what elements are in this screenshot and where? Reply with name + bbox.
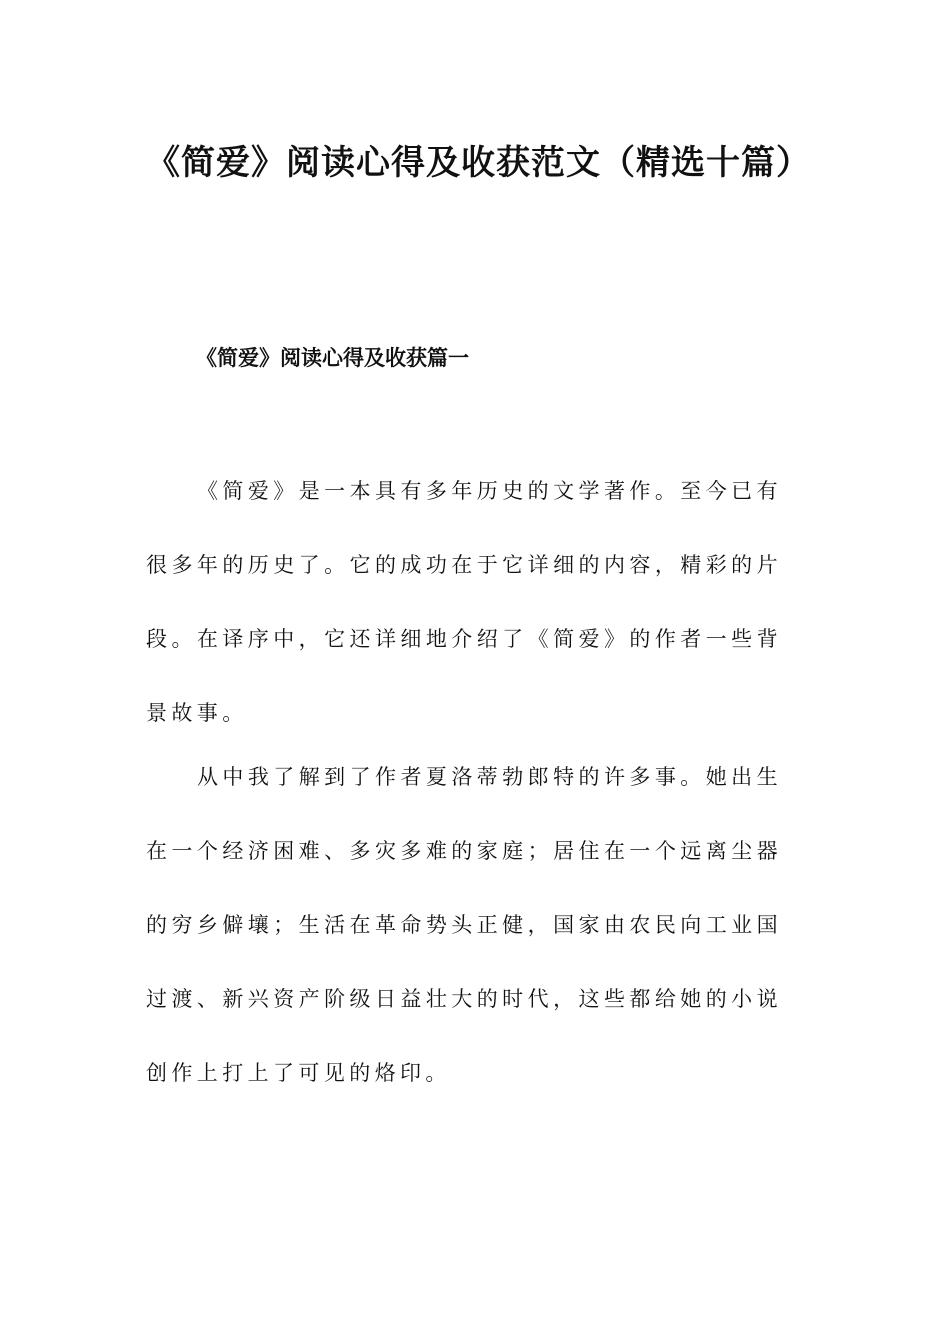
document-title: 《简爱》阅读心得及收获范文（精选十篇） (146, 143, 811, 183)
body-paragraph: 从中我了解到了作者夏洛蒂勃郎特的许多事。她出生在一个经济困难、多灾多难的家庭；居住在一个远离尘器的穷乡僻壤；生活在革命势头正健，国家由农民向工业国过渡、新兴资产阶级日益壮大的时代，这些都给她的小说创作上打上了可见的烙印。 (146, 765, 782, 1085)
section-heading: 《简爱》阅读心得及收获篇一 (196, 346, 469, 370)
body-paragraph: 《简爱》是一本具有多年历史的文学著作。至今已有很多年的历史了。它的成功在于它详细的内容，精彩的片段。在译序中，它还详细地介绍了《简爱》的作者一些背景故事。 (146, 479, 782, 725)
